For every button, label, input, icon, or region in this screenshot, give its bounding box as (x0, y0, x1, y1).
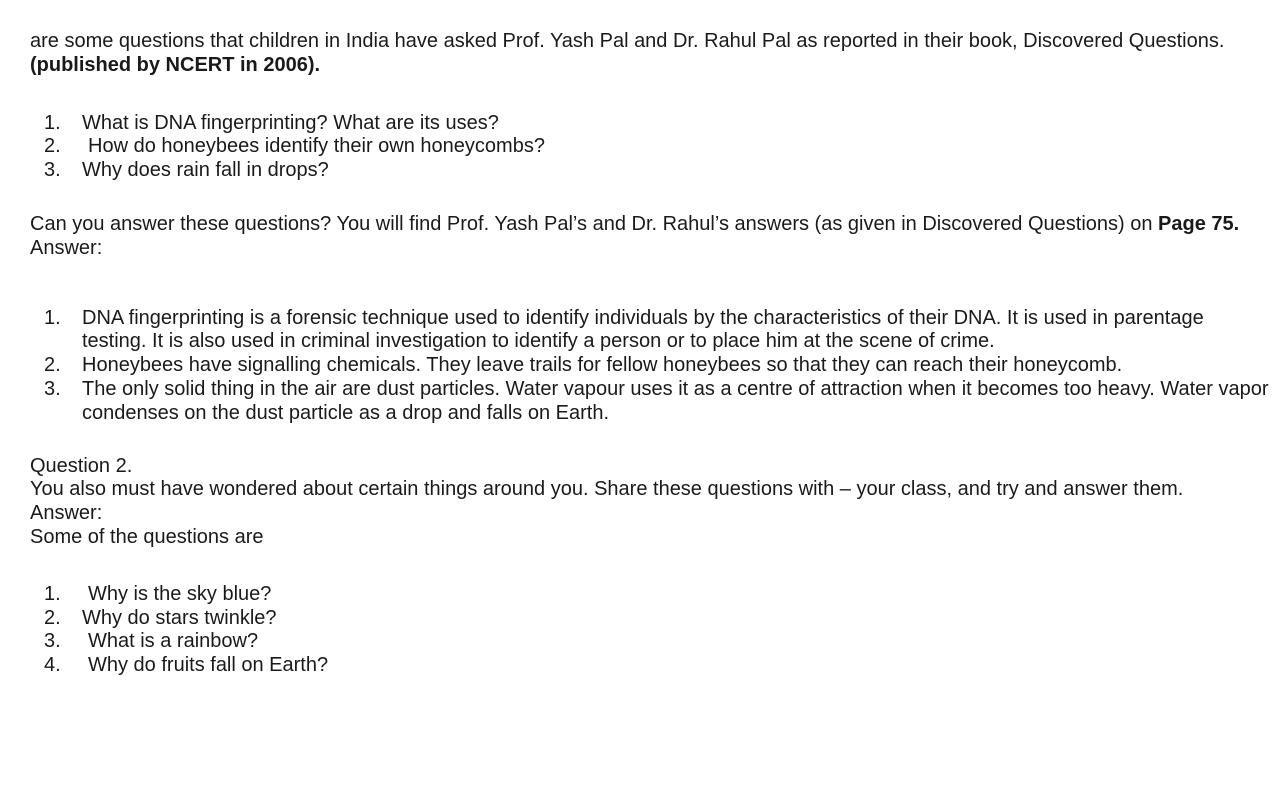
list-text: What is DNA fingerprinting? What are its uses? (82, 111, 499, 134)
list-text: Why do stars twinkle? (82, 606, 277, 629)
list-item (30, 630, 1270, 654)
list-item (30, 307, 1270, 355)
question2-text: You also must have wondered about certain things around you. Share these questions with – your class, and try and answer them. (30, 478, 1184, 501)
list-text: The only solid thing in the air are dust particles. Water vapour uses it as a centre of attraction when it becomes too heavy. Water vapor condenses on the dust particle as a drop and falls on Earth. (82, 377, 1269, 424)
list-number: 3. (44, 630, 61, 653)
list-text: Honeybees have signalling chemicals. They leave trails for fellow honeybees so that they can reach their honeycomb. (82, 354, 1123, 377)
questions-list (30, 112, 1270, 183)
list-text: Why do fruits fall on Earth? (88, 654, 329, 677)
question2-answer-label: Answer: (30, 502, 103, 525)
list-item (30, 607, 1270, 631)
list-number: 3. (44, 159, 61, 182)
list-number: 2. (44, 135, 61, 158)
list-text: What is a rainbow? (88, 630, 259, 653)
document-page (30, 30, 1270, 678)
list-item (30, 159, 1270, 183)
list-number: 1. (44, 111, 61, 134)
list-item (30, 354, 1270, 378)
question2-heading: Question 2. (30, 454, 133, 477)
own-questions-list (30, 583, 1270, 678)
list-text: DNA fingerprinting is a forensic technique used to identify individuals by the characteristics of their DNA. It is used in parentage testing. It is also used in criminal investigation to identify a person or to place him at the scene of crime. (82, 306, 1204, 353)
list-number: 1. (44, 306, 61, 329)
list-number: 2. (44, 606, 61, 629)
list-text: Why is the sky blue? (88, 582, 272, 605)
intro-text: are some questions that children in India have asked Prof. Yash Pal and Dr. Rahul Pal as reported in their book, Discovered Questions. (30, 30, 1225, 52)
question2-lead: Some of the questions are (30, 525, 264, 548)
list-number: 3. (44, 377, 61, 400)
list-item (30, 112, 1270, 136)
answers-list (30, 307, 1270, 426)
list-number: 1. (44, 582, 61, 605)
intro-paragraph (30, 30, 1270, 78)
intro-bold: (published by NCERT in 2006). (30, 53, 321, 76)
prompt-bold: Page 75. (1158, 212, 1240, 235)
list-item (30, 583, 1270, 607)
prompt-paragraph (30, 213, 1270, 237)
list-number: 4. (44, 654, 61, 677)
list-item (30, 378, 1270, 426)
list-number: 2. (44, 354, 61, 377)
list-text: How do honeybees identify their own honeycombs? (88, 135, 545, 158)
answer-label: Answer: (30, 236, 103, 259)
list-item (30, 654, 1270, 678)
list-text: Why does rain fall in drops? (82, 159, 329, 182)
prompt-text: Can you answer these questions? You will find Prof. Yash Pal’s and Dr. Rahul’s answers (as given in Discovered Questions) on (30, 212, 1159, 235)
list-item (30, 135, 1270, 159)
